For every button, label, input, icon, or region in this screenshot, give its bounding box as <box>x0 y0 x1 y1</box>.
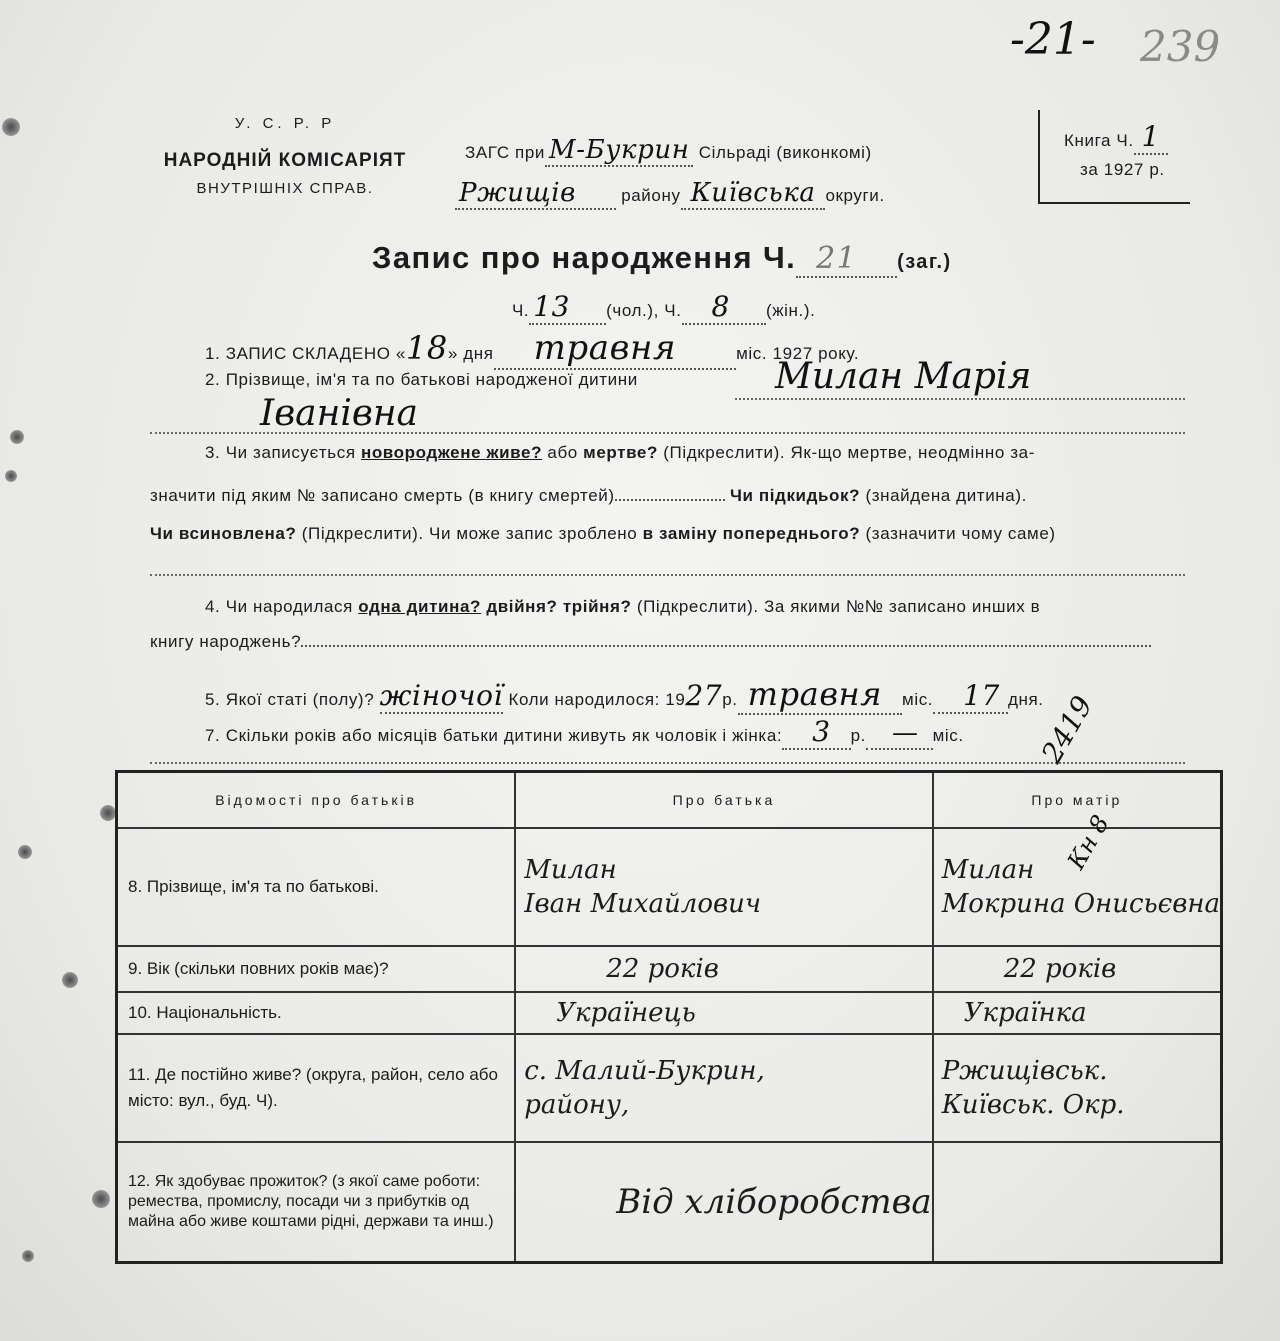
record-number: 21 <box>796 241 897 278</box>
archive-number-1: 2419 <box>1035 690 1100 769</box>
record-title-suffix: (заг.) <box>897 251 952 273</box>
q3-text: або <box>547 443 578 462</box>
punch-hole <box>2 118 20 136</box>
header-cell: Відомості про батьків <box>117 772 516 829</box>
q2-dotline-1 <box>735 398 1185 400</box>
father-cell <box>515 828 932 946</box>
q5-month-label: міс. <box>902 690 934 709</box>
q5-year: 27 <box>685 679 723 712</box>
table-row <box>117 1034 1222 1142</box>
table-header-row <box>117 772 1222 829</box>
q2-line <box>205 370 638 390</box>
q3-line-3 <box>150 524 1056 544</box>
mother-cell <box>933 1034 1222 1142</box>
q7-months: — <box>866 718 933 750</box>
q3-line-2 <box>150 486 1027 506</box>
table-row <box>117 946 1222 992</box>
book-year: за 1927 р. <box>1080 160 1165 179</box>
father-answer: Українець <box>556 998 696 1028</box>
punch-hole <box>22 1250 34 1262</box>
zags-line <box>465 135 872 165</box>
counts-prefix: Ч. <box>512 301 530 320</box>
q7-years: 3 <box>782 715 850 750</box>
punch-hole <box>62 972 78 988</box>
q5-day: 17 <box>933 679 1008 714</box>
record-title-text: Запис про народження Ч. <box>372 240 797 275</box>
question-text: 12. Як здобуває прожиток? (з якої саме роботи: ремества, промислу, посади чи з прибутків од майна або живе коштами рідні, держави та инш.) <box>128 1172 494 1230</box>
q5-label: 5. Якої статі (полу)? <box>205 690 375 709</box>
question-text: 9. Вік (скільки повних років має)? <box>128 959 389 978</box>
district-line <box>455 178 885 208</box>
punch-hole <box>18 845 32 859</box>
male-count: 13 <box>529 290 606 325</box>
book-label: Книга Ч. <box>1064 131 1134 150</box>
father-answer: с. Малий-Букрин, району, <box>524 1056 765 1120</box>
father-cell <box>515 1034 932 1142</box>
district-label: району <box>621 186 681 205</box>
question-text: 11. Де постійно живе? (округа, район, село або місто: вул., буд. Ч). <box>128 1065 498 1110</box>
mother-answer: Милан Мокрина Онисьєвна <box>941 855 1220 919</box>
mother-cell <box>933 1142 1222 1262</box>
q3-text: (Підкреслити). Чи може запис зроблено <box>301 524 638 543</box>
zags-suffix: Сільраді (виконкомі) <box>698 143 872 162</box>
q1-line <box>205 328 859 368</box>
q7-label: 7. Скільки років або місяців батьки дитини живуть як чоловік і жінка: <box>205 726 783 745</box>
q3-dotline <box>150 574 1185 576</box>
q3-dead-option: мертве? <box>583 443 658 462</box>
q3-text: 3. Чи записується <box>205 443 356 462</box>
q4-twins-option: двійня? <box>486 597 558 616</box>
q3-text: (зазначити чому саме) <box>865 524 1056 543</box>
punch-hole <box>100 805 116 821</box>
q3-adopted-option: Чи всиновлена? <box>150 524 297 543</box>
question-cell <box>117 1142 516 1262</box>
q3-replacement-option: в заміну попереднього? <box>642 524 861 543</box>
archive-number <box>1035 690 1099 768</box>
table-row <box>117 992 1222 1034</box>
q4-text: (Підкреслити). За якими №№ записано инших в <box>636 597 1041 616</box>
header-cell: Про матір <box>933 772 1222 829</box>
q4-single-option: одна дитина? <box>358 597 481 616</box>
punch-hole <box>92 1190 110 1208</box>
record-title <box>372 240 952 276</box>
q5-day-label: дня. <box>1007 690 1044 709</box>
question-cell <box>117 992 516 1034</box>
parents-table <box>115 770 1223 1264</box>
q7-dotline <box>150 762 1185 764</box>
punch-hole <box>10 430 24 444</box>
q3-text: значити під яким № записано смерть (в книгу смертей) <box>150 486 615 505</box>
okruha-label: округи. <box>825 186 885 205</box>
village-field: М-Букрин <box>545 135 693 167</box>
table-row <box>117 1142 1222 1262</box>
q2-label: 2. Прізвище, ім'я та по батькові народженої дитини <box>205 370 638 389</box>
q7-line <box>205 715 964 748</box>
q4-text: 4. Чи народилася <box>205 597 353 616</box>
q4-text: книгу народжень? <box>150 632 302 651</box>
counts-line <box>512 290 815 323</box>
mother-answer: 22 років <box>1003 954 1117 984</box>
q2-name-1: Милан Марія <box>775 356 1032 397</box>
question-cell <box>117 946 516 992</box>
book-number: 1 <box>1134 120 1168 155</box>
okruha-field: Київська <box>681 178 826 210</box>
page-number: -21- <box>1010 14 1096 65</box>
header-cell: Про батька <box>515 772 932 829</box>
q4-line-1 <box>205 597 1040 617</box>
female-label: (жін.). <box>765 301 816 320</box>
father-answer: Від хліборобства <box>616 1181 932 1222</box>
question-cell <box>117 828 516 946</box>
q3-text: (Підкреслити). Як-що мертве, неодмінно за- <box>663 443 1035 462</box>
father-cell <box>515 1142 932 1262</box>
zags-prefix: ЗАГС при <box>465 143 546 162</box>
q4-triplets-option: трійня? <box>562 597 632 616</box>
q1-month-label: міс. 1927 року. <box>736 344 860 363</box>
father-cell <box>515 992 932 1034</box>
mother-cell <box>933 992 1222 1034</box>
mother-cell <box>933 946 1222 992</box>
q3-alive-option: новороджене живе? <box>360 443 543 462</box>
q5-year-suffix: р. <box>722 690 738 709</box>
q5-born-label: Коли народилося: 19 <box>508 690 686 709</box>
q5-sex: жіночої <box>379 679 504 712</box>
father-answer: Милан Іван Михайлович <box>524 855 762 919</box>
page-number-faded: 239 <box>1140 22 1221 71</box>
q5-line <box>205 675 1044 713</box>
question-text: 10. Національність. <box>128 1003 282 1022</box>
table-row <box>117 828 1222 946</box>
question-cell <box>117 1034 516 1142</box>
q2-name-2: Іванівна <box>260 393 418 434</box>
q3-foundling-option: Чи підкидьок? <box>729 486 861 505</box>
q1-month: травня <box>494 328 737 370</box>
q1-label: 1. ЗАПИС СКЛАДЕНО « <box>205 344 406 363</box>
question-text: 8. Прізвище, ім'я та по батькові. <box>128 877 379 896</box>
republic-label: У. С. Р. Р <box>234 115 336 132</box>
district-field: Ржищів <box>455 178 616 210</box>
q3-line-1 <box>205 443 1035 463</box>
q1-day: 18 <box>405 329 448 367</box>
q7-years-label: р. <box>850 726 867 745</box>
q4-numbers-field <box>301 644 1151 647</box>
archive-number-2: Кн 8 <box>1062 810 1115 874</box>
q3-death-number-field <box>615 498 725 501</box>
commissariat-label: НАРОДНІЙ КОМІСАРІЯТ <box>163 150 407 171</box>
q5-month: травня <box>738 675 902 715</box>
q4-line-2 <box>150 632 1151 652</box>
male-label: (чол.), Ч. <box>606 301 682 320</box>
mother-answer: Ржищівськ. Київськ. Окр. <box>941 1056 1125 1120</box>
female-count: 8 <box>682 290 766 325</box>
q3-text: (знайдена дитина). <box>865 486 1027 505</box>
q1-day-label: » дня <box>447 344 494 363</box>
punch-hole <box>5 470 17 482</box>
father-cell <box>515 946 932 992</box>
father-answer: 22 років <box>606 954 719 984</box>
book-box <box>1038 110 1190 204</box>
mother-answer: Українка <box>963 998 1087 1028</box>
issuer-header <box>150 115 420 197</box>
q2-dotline-2 <box>150 432 1185 434</box>
q7-months-label: міс. <box>932 726 964 745</box>
department-label: ВНУТРІШНІХ СПРАВ. <box>196 180 374 197</box>
